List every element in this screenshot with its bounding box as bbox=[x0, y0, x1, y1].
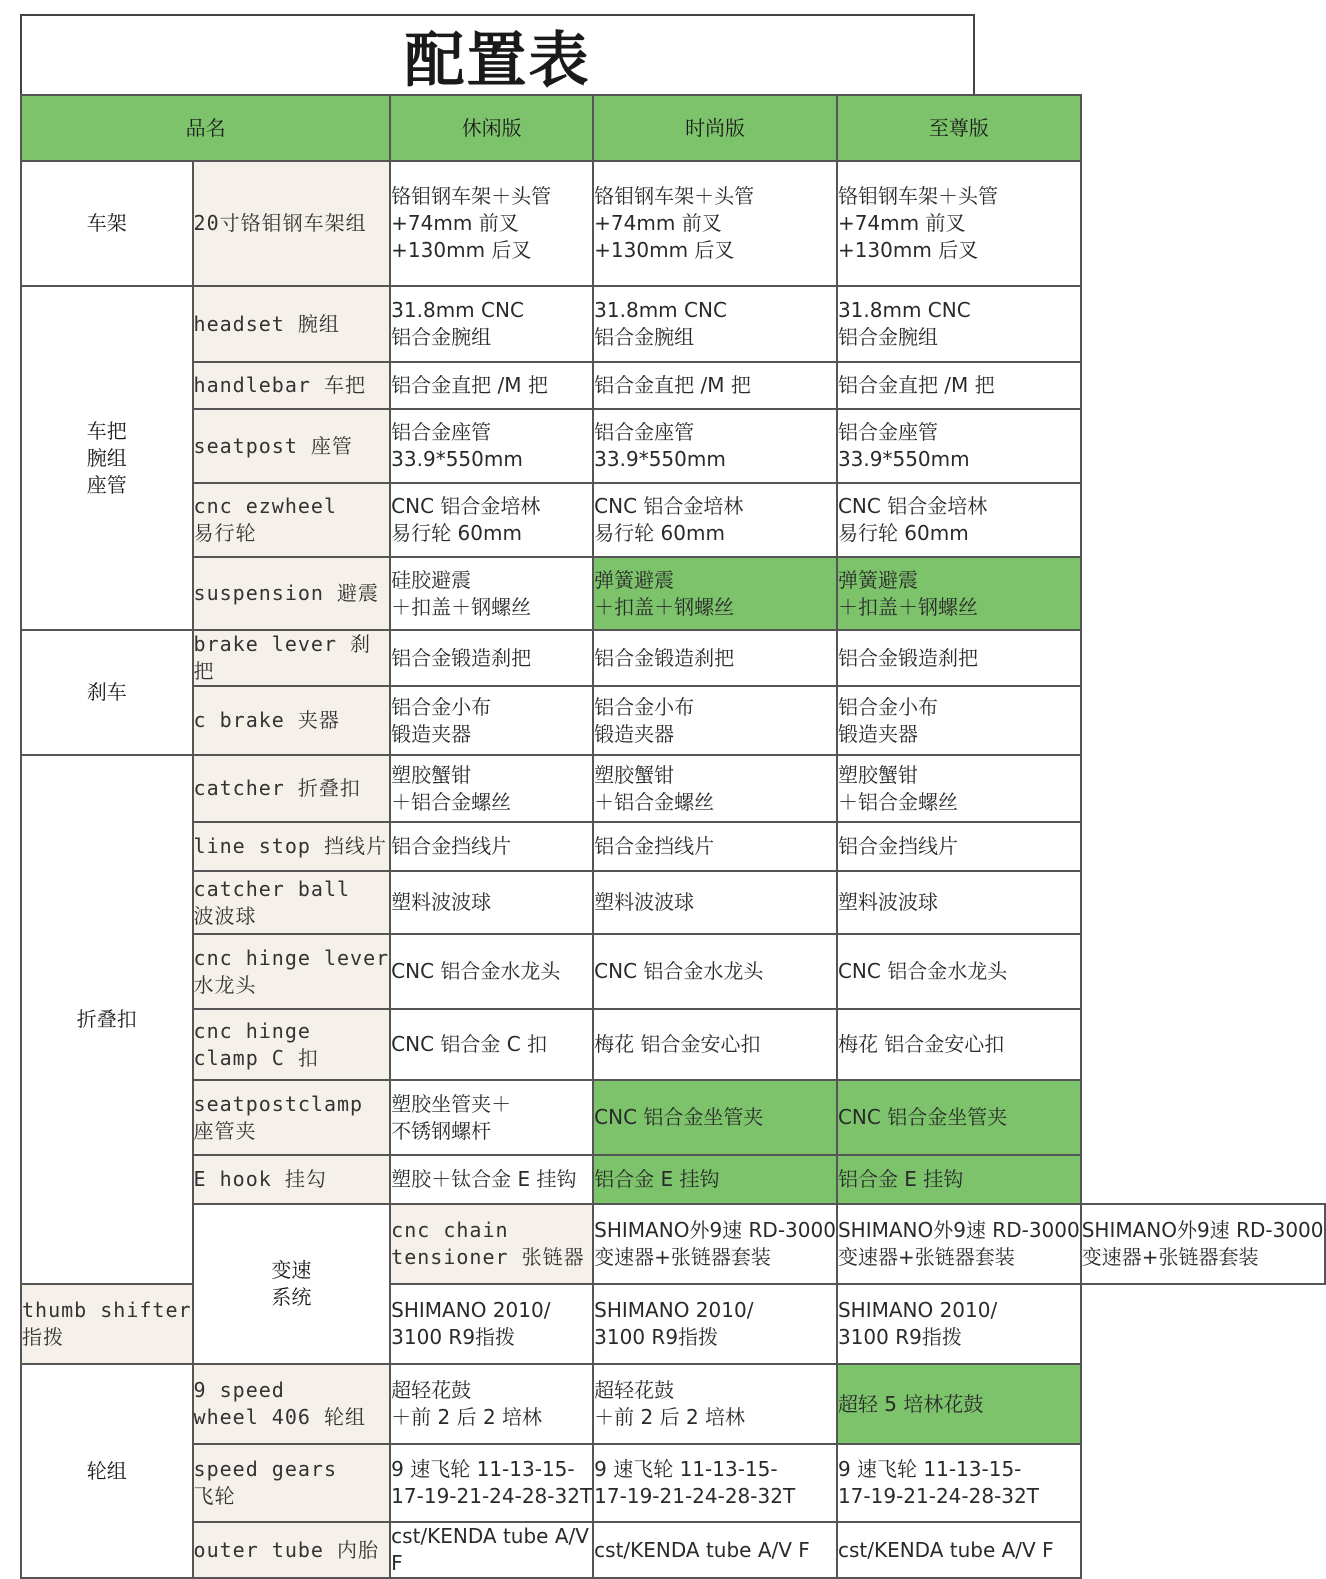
value-fashion-line: 铬钼钢车架＋头管 bbox=[594, 184, 755, 208]
header-premium: 至尊版 bbox=[837, 95, 1081, 161]
value-fashion: cst/KENDA tube A/V F bbox=[593, 1522, 837, 1578]
table-row bbox=[21, 161, 1325, 286]
value-casual-line: 9 速飞轮 11-13-15- bbox=[391, 1457, 575, 1481]
table-row bbox=[21, 483, 1325, 557]
value-fashion: 铝合金 E 挂钩 bbox=[593, 1155, 837, 1204]
value-casual: 铝合金挡线片 bbox=[390, 822, 593, 871]
item-name-line: tensioner 张链器 bbox=[391, 1245, 585, 1269]
value-casual-line: 硅胶避震 bbox=[391, 567, 472, 592]
value-premium: cst/KENDA tube A/V F bbox=[837, 1522, 1081, 1578]
item-name bbox=[193, 1009, 391, 1080]
table-row bbox=[21, 871, 1325, 934]
value-fashion-line: +130mm 后叉 bbox=[594, 238, 735, 262]
value-premium-line: CNC 铝合金培林 bbox=[837, 494, 988, 518]
item-name bbox=[193, 871, 391, 934]
value-premium-line: SHIMANO外9速 RD-3000 bbox=[1081, 1218, 1324, 1242]
value-casual: cst/KENDA tube A/V F bbox=[390, 1522, 593, 1578]
value-premium bbox=[837, 1284, 1081, 1364]
value-fashion: CNC 铝合金坐管夹 bbox=[593, 1080, 837, 1155]
value-fashion bbox=[593, 409, 837, 483]
item-name bbox=[390, 1204, 593, 1284]
item-name-line: 9 speed bbox=[193, 1378, 285, 1402]
table-row bbox=[21, 1364, 1325, 1444]
value-premium-line: +74mm 前叉 bbox=[837, 211, 966, 235]
item-name bbox=[193, 1364, 391, 1444]
item-name: c brake 夹器 bbox=[193, 686, 391, 755]
value-fashion bbox=[593, 286, 837, 362]
value-fashion-line: ＋铝合金螺丝 bbox=[594, 789, 715, 814]
item-name bbox=[193, 1080, 391, 1155]
value-casual bbox=[390, 1284, 593, 1364]
value-fashion-line: 变速器+张链器套装 bbox=[837, 1245, 1015, 1269]
category-shifting-line: 系统 bbox=[271, 1285, 312, 1309]
category-handlebar-group-line: 座管 bbox=[86, 472, 127, 497]
value-casual: 铝合金直把 /M 把 bbox=[390, 362, 593, 409]
table-row bbox=[21, 409, 1325, 483]
value-premium: 铝合金直把 /M 把 bbox=[837, 362, 1081, 409]
value-premium-line: 锻造夹器 bbox=[837, 721, 918, 746]
value-casual-line: 铝合金腕组 bbox=[391, 325, 492, 349]
value-casual-line: 铝合金座管 bbox=[391, 420, 492, 444]
item-name: suspension 避震 bbox=[193, 557, 391, 630]
item-name bbox=[193, 1444, 391, 1522]
item-name-line: 飞轮 bbox=[193, 1484, 236, 1508]
value-casual-line: 31.8mm CNC bbox=[391, 298, 524, 322]
value-fashion: 塑料波波球 bbox=[593, 871, 837, 934]
category-shifting bbox=[193, 1204, 391, 1364]
item-name: brake lever 刹把 bbox=[193, 630, 391, 686]
value-premium bbox=[837, 1444, 1081, 1522]
value-premium bbox=[837, 409, 1081, 483]
value-premium-line: 变速器+张链器套装 bbox=[1081, 1245, 1259, 1269]
value-casual bbox=[390, 686, 593, 755]
value-casual-line: CNC 铝合金培林 bbox=[391, 494, 541, 518]
value-casual-line: 易行轮 60mm bbox=[391, 521, 522, 545]
value-casual-line: 锻造夹器 bbox=[391, 721, 472, 746]
value-premium: 梅花 铝合金安心扣 bbox=[837, 1009, 1081, 1080]
value-premium: 超轻 5 培林花鼓 bbox=[837, 1364, 1081, 1444]
item-name-line: seatpostclamp bbox=[193, 1091, 364, 1116]
item-name-line: 波波球 bbox=[193, 903, 257, 928]
value-casual-line: 塑胶蟹钳 bbox=[391, 762, 472, 787]
value-casual bbox=[390, 755, 593, 822]
item-name-line: clamp C 扣 bbox=[193, 1045, 319, 1070]
value-casual bbox=[390, 161, 593, 286]
value-casual bbox=[390, 557, 593, 630]
value-fashion: 梅花 铝合金安心扣 bbox=[593, 1009, 837, 1080]
value-casual: 塑胶＋钛合金 E 挂钩 bbox=[390, 1155, 593, 1204]
value-premium bbox=[837, 755, 1081, 822]
value-premium-line: 弹簧避震 bbox=[837, 567, 918, 592]
item-name: catcher 折叠扣 bbox=[193, 755, 391, 822]
value-premium-line: SHIMANO 2010/ bbox=[837, 1298, 998, 1322]
value-premium-line: ＋扣盖＋钢螺丝 bbox=[837, 594, 978, 619]
value-premium: CNC 铝合金坐管夹 bbox=[837, 1080, 1081, 1155]
item-name: outer tube 内胎 bbox=[193, 1522, 391, 1578]
category-brake: 刹车 bbox=[21, 630, 193, 755]
value-premium-line: 铝合金座管 bbox=[837, 420, 938, 444]
value-casual-line: ＋前 2 后 2 培林 bbox=[391, 1405, 543, 1429]
value-premium: 塑料波波球 bbox=[837, 871, 1081, 934]
value-premium-line: 铝合金腕组 bbox=[837, 325, 938, 349]
item-name-line: cnc hinge bbox=[193, 1018, 311, 1043]
table-row bbox=[21, 1204, 1325, 1284]
item-name-line: catcher ball bbox=[193, 876, 351, 901]
value-fashion bbox=[593, 1364, 837, 1444]
value-premium: 铝合金挡线片 bbox=[837, 822, 1081, 871]
item-name-line: 易行轮 bbox=[193, 521, 257, 545]
value-premium bbox=[837, 483, 1081, 557]
value-casual-line: ＋扣盖＋钢螺丝 bbox=[391, 594, 532, 619]
value-casual-line: 塑胶坐管夹＋ bbox=[391, 1091, 512, 1116]
value-casual: CNC 铝合金水龙头 bbox=[390, 934, 593, 1009]
category-handlebar-group bbox=[21, 286, 193, 630]
item-name bbox=[21, 1284, 193, 1364]
table-row bbox=[21, 1080, 1325, 1155]
item-name-line: cnc chain bbox=[391, 1218, 509, 1242]
value-casual bbox=[390, 1080, 593, 1155]
value-premium-line: +130mm 后叉 bbox=[837, 238, 979, 262]
value-casual-line: 3100 R9指拨 bbox=[391, 1325, 516, 1349]
value-casual bbox=[593, 1204, 837, 1284]
value-casual-line: 33.9*550mm bbox=[391, 447, 523, 471]
table-row bbox=[21, 1444, 1325, 1522]
value-casual bbox=[390, 286, 593, 362]
value-casual-line: 17-19-21-24-28-32T bbox=[391, 1484, 593, 1508]
value-premium-line: 铝合金小布 bbox=[837, 694, 938, 719]
value-casual bbox=[390, 409, 593, 483]
value-casual: 塑料波波球 bbox=[390, 871, 593, 934]
category-frame: 车架 bbox=[21, 161, 193, 286]
item-name: E hook 挂勾 bbox=[193, 1155, 391, 1204]
value-casual: CNC 铝合金 C 扣 bbox=[390, 1009, 593, 1080]
value-fashion-line: SHIMANO 2010/ bbox=[594, 1298, 754, 1322]
page-title: 配置表 bbox=[20, 14, 975, 95]
spec-table bbox=[20, 94, 1326, 1579]
value-fashion-line: 铝合金腕组 bbox=[594, 325, 695, 349]
value-premium: CNC 铝合金水龙头 bbox=[837, 934, 1081, 1009]
header-fashion: 时尚版 bbox=[593, 95, 837, 161]
category-wheels: 轮组 bbox=[21, 1364, 193, 1578]
item-name-line: wheel 406 轮组 bbox=[193, 1405, 366, 1429]
category-shifting-line: 变速 bbox=[271, 1258, 312, 1282]
value-fashion-line: 31.8mm CNC bbox=[594, 298, 727, 322]
table-row bbox=[21, 362, 1325, 409]
value-premium-line: 17-19-21-24-28-32T bbox=[837, 1484, 1039, 1508]
table-row bbox=[21, 1522, 1325, 1578]
value-fashion-line: 锻造夹器 bbox=[594, 721, 675, 746]
table-row bbox=[21, 755, 1325, 822]
value-casual-line: +74mm 前叉 bbox=[391, 211, 519, 235]
value-fashion: 铝合金锻造刹把 bbox=[593, 630, 837, 686]
value-casual bbox=[390, 483, 593, 557]
item-name: seatpost 座管 bbox=[193, 409, 391, 483]
table-row bbox=[21, 822, 1325, 871]
value-premium-line: ＋铝合金螺丝 bbox=[837, 789, 958, 814]
item-name-line: thumb shifter bbox=[22, 1298, 192, 1322]
table-row bbox=[21, 686, 1325, 755]
value-fashion-line: 33.9*550mm bbox=[594, 447, 726, 471]
value-fashion-line: 17-19-21-24-28-32T bbox=[594, 1484, 796, 1508]
item-name-line: 座管夹 bbox=[193, 1118, 257, 1143]
value-casual-line: SHIMANO外9速 RD-3000 bbox=[594, 1218, 836, 1242]
item-name: handlebar 车把 bbox=[193, 362, 391, 409]
value-fashion bbox=[593, 755, 837, 822]
value-fashion: CNC 铝合金水龙头 bbox=[593, 934, 837, 1009]
table-row bbox=[21, 286, 1325, 362]
value-casual-line: SHIMANO 2010/ bbox=[391, 1298, 551, 1322]
category-folding: 折叠扣 bbox=[21, 755, 193, 1284]
value-premium-line: 31.8mm CNC bbox=[837, 298, 971, 322]
value-fashion-line: 易行轮 60mm bbox=[594, 521, 725, 545]
value-fashion bbox=[593, 483, 837, 557]
value-casual-line: ＋铝合金螺丝 bbox=[391, 789, 512, 814]
value-fashion-line: ＋扣盖＋钢螺丝 bbox=[594, 594, 735, 619]
value-fashion bbox=[593, 686, 837, 755]
value-premium-line: 9 速飞轮 11-13-15- bbox=[837, 1457, 1022, 1481]
value-premium-line: 易行轮 60mm bbox=[837, 521, 969, 545]
value-premium-line: 铬钼钢车架＋头管 bbox=[837, 184, 998, 208]
value-fashion: 铝合金挡线片 bbox=[593, 822, 837, 871]
value-casual-line: 铬钼钢车架＋头管 bbox=[391, 184, 552, 208]
value-fashion-line: 铝合金座管 bbox=[594, 420, 695, 444]
value-premium bbox=[837, 286, 1081, 362]
value-premium: 铝合金 E 挂钩 bbox=[837, 1155, 1081, 1204]
header-row bbox=[21, 95, 1325, 161]
value-fashion-line: 塑胶蟹钳 bbox=[594, 762, 675, 787]
item-name-line: speed gears bbox=[193, 1457, 337, 1481]
value-fashion-line: SHIMANO外9速 RD-3000 bbox=[837, 1218, 1080, 1242]
category-handlebar-group-line: 车把 bbox=[86, 418, 127, 443]
value-premium bbox=[837, 557, 1081, 630]
item-name bbox=[193, 934, 391, 1009]
value-fashion bbox=[837, 1204, 1081, 1284]
value-fashion-line: 弹簧避震 bbox=[594, 567, 675, 592]
value-premium-line: 塑胶蟹钳 bbox=[837, 762, 918, 787]
value-fashion-line: 9 速飞轮 11-13-15- bbox=[594, 1457, 778, 1481]
table-row bbox=[21, 557, 1325, 630]
item-name-line: 指拨 bbox=[22, 1325, 64, 1349]
table-row bbox=[21, 1009, 1325, 1080]
value-premium bbox=[837, 686, 1081, 755]
value-fashion-line: 铝合金小布 bbox=[594, 694, 695, 719]
value-premium bbox=[837, 161, 1081, 286]
value-fashion: 铝合金直把 /M 把 bbox=[593, 362, 837, 409]
value-fashion bbox=[593, 557, 837, 630]
value-fashion-line: 3100 R9指拨 bbox=[594, 1325, 719, 1349]
value-casual bbox=[390, 1444, 593, 1522]
value-casual: 铝合金锻造刹把 bbox=[390, 630, 593, 686]
value-casual bbox=[390, 1364, 593, 1444]
value-premium-line: 33.9*550mm bbox=[837, 447, 970, 471]
item-name bbox=[193, 483, 391, 557]
item-name: line stop 挡线片 bbox=[193, 822, 391, 871]
value-casual-line: 不锈钢螺杆 bbox=[391, 1118, 492, 1143]
value-casual-line: 超轻花鼓 bbox=[391, 1378, 472, 1402]
table-row bbox=[21, 630, 1325, 686]
table-row bbox=[21, 1155, 1325, 1204]
value-fashion bbox=[593, 1284, 837, 1364]
value-fashion-line: 超轻花鼓 bbox=[594, 1378, 675, 1402]
value-premium: 铝合金锻造刹把 bbox=[837, 630, 1081, 686]
value-casual-line: 铝合金小布 bbox=[391, 694, 492, 719]
value-fashion-line: +74mm 前叉 bbox=[594, 211, 722, 235]
value-fashion bbox=[593, 1444, 837, 1522]
item-name-line: cnc ezwheel bbox=[193, 494, 337, 518]
value-fashion-line: ＋前 2 后 2 培林 bbox=[594, 1405, 746, 1429]
header-casual: 休闲版 bbox=[390, 95, 593, 161]
item-name: headset 腕组 bbox=[193, 286, 391, 362]
item-name-line: 水龙头 bbox=[193, 972, 257, 997]
value-fashion-line: CNC 铝合金培林 bbox=[594, 494, 744, 518]
item-name: 20寸铬钼钢车架组 bbox=[193, 161, 391, 286]
category-handlebar-group-line: 腕组 bbox=[86, 445, 127, 470]
value-fashion bbox=[593, 161, 837, 286]
value-premium-line: 3100 R9指拨 bbox=[837, 1325, 962, 1349]
value-casual-line: +130mm 后叉 bbox=[391, 238, 532, 262]
header-product-name: 品名 bbox=[21, 95, 390, 161]
table-row bbox=[21, 934, 1325, 1009]
value-casual-line: 变速器+张链器套装 bbox=[594, 1245, 771, 1269]
item-name-line: cnc hinge lever bbox=[193, 945, 390, 970]
value-premium bbox=[1081, 1204, 1325, 1284]
